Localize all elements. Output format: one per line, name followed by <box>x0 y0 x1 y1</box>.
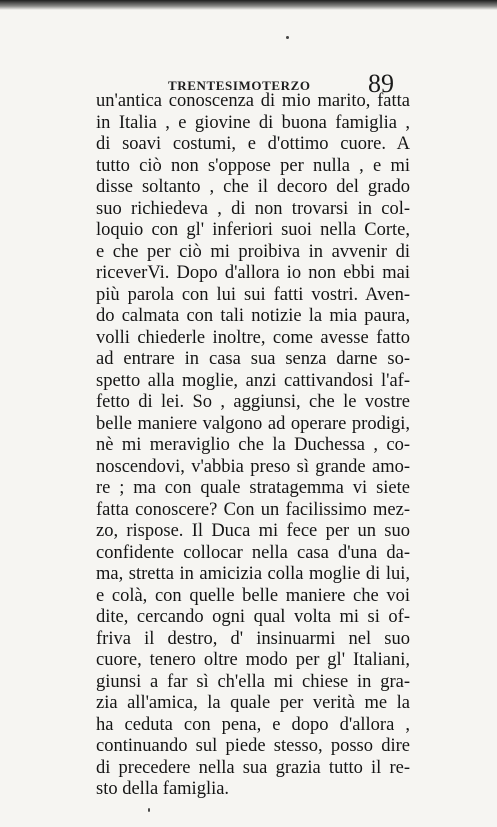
text-line: ad entrare in casa sua senza darne so- <box>96 349 410 369</box>
text-line: di precedere nella sua grazia tutto il re- <box>96 757 410 778</box>
text-line: riceverVi. Dopo d'allora io non ebbi mai <box>96 263 410 283</box>
text-line: spetto alla moglie, anzi cattivandosi l'af- <box>96 370 410 391</box>
text-line: e che per ciò mi proibiva in avvenir di <box>96 241 410 262</box>
text-line: fatta conoscere? Con un facilissimo mez- <box>96 499 410 520</box>
ink-speck <box>286 36 289 39</box>
text-line: zia all'amica, la quale per verità me la <box>96 693 410 713</box>
text-line: volli chiederle inoltre, come avesse fatto <box>96 327 410 348</box>
body-text <box>96 91 410 801</box>
text-line: confidente collocar nella casa d'una da- <box>96 542 410 563</box>
text-line: sto della famiglia. <box>96 779 230 799</box>
text-line: di soavi costumi, e d'ottimo cuore. A <box>96 134 410 154</box>
text-line: cuore, tenero oltre modo per gl' Italiani, <box>96 650 410 670</box>
text-line: giunsi a far sì ch'ella mi chiese in gra- <box>96 671 410 692</box>
text-line: fetto di lei. So , aggiunsi, che le vostre <box>96 392 410 412</box>
text-line: continuando sul piede stesso, posso dire <box>96 736 410 756</box>
text-line: un'antica conoscenza di mio marito, fatta <box>96 91 410 111</box>
text-line: noscendovi, v'abbia preso sì grande amo- <box>96 456 410 477</box>
text-line: nè mi meraviglio che la Duchessa , co- <box>96 435 410 455</box>
text-line: ha ceduta con pena, e dopo d'allora , <box>96 714 410 735</box>
text-line: tutto ciò non s'oppose per nulla , e mi <box>96 155 410 176</box>
text-line: do calmata con tali notizie la mia paura, <box>96 306 410 326</box>
page-top-shadow <box>0 0 497 10</box>
text-line: in Italia , e giovine di buona famiglia , <box>96 112 410 133</box>
text-line: re ; ma con quale stratagemma vi siete <box>96 478 410 498</box>
page-number: 89 <box>368 69 394 98</box>
text-line: friva il destro, d' insinuarmi nel suo <box>96 628 410 649</box>
text-line: suo richiedeva , di non trovarsi in col- <box>96 198 410 219</box>
text-line: zo, rispose. Il Duca mi fece per un suo <box>96 521 410 541</box>
text-line: più parola con lui sui fatti vostri. Aven- <box>96 284 410 305</box>
running-head: TRENTESIMOTERZO <box>168 78 311 93</box>
ink-speck <box>148 808 150 812</box>
text-line: dite, cercando ogni qual volta mi si of- <box>96 607 410 627</box>
text-line: e colà, con quelle belle maniere che voi <box>96 585 410 606</box>
text-line: ma, stretta in amicizia colla moglie di lui, <box>96 564 410 584</box>
text-line: loquio con gl' inferiori suoi nella Corte, <box>96 220 410 240</box>
text-line: disse soltanto , che il decoro del grado <box>96 177 410 197</box>
text-line: belle maniere valgono ad operare prodigi, <box>96 413 410 434</box>
